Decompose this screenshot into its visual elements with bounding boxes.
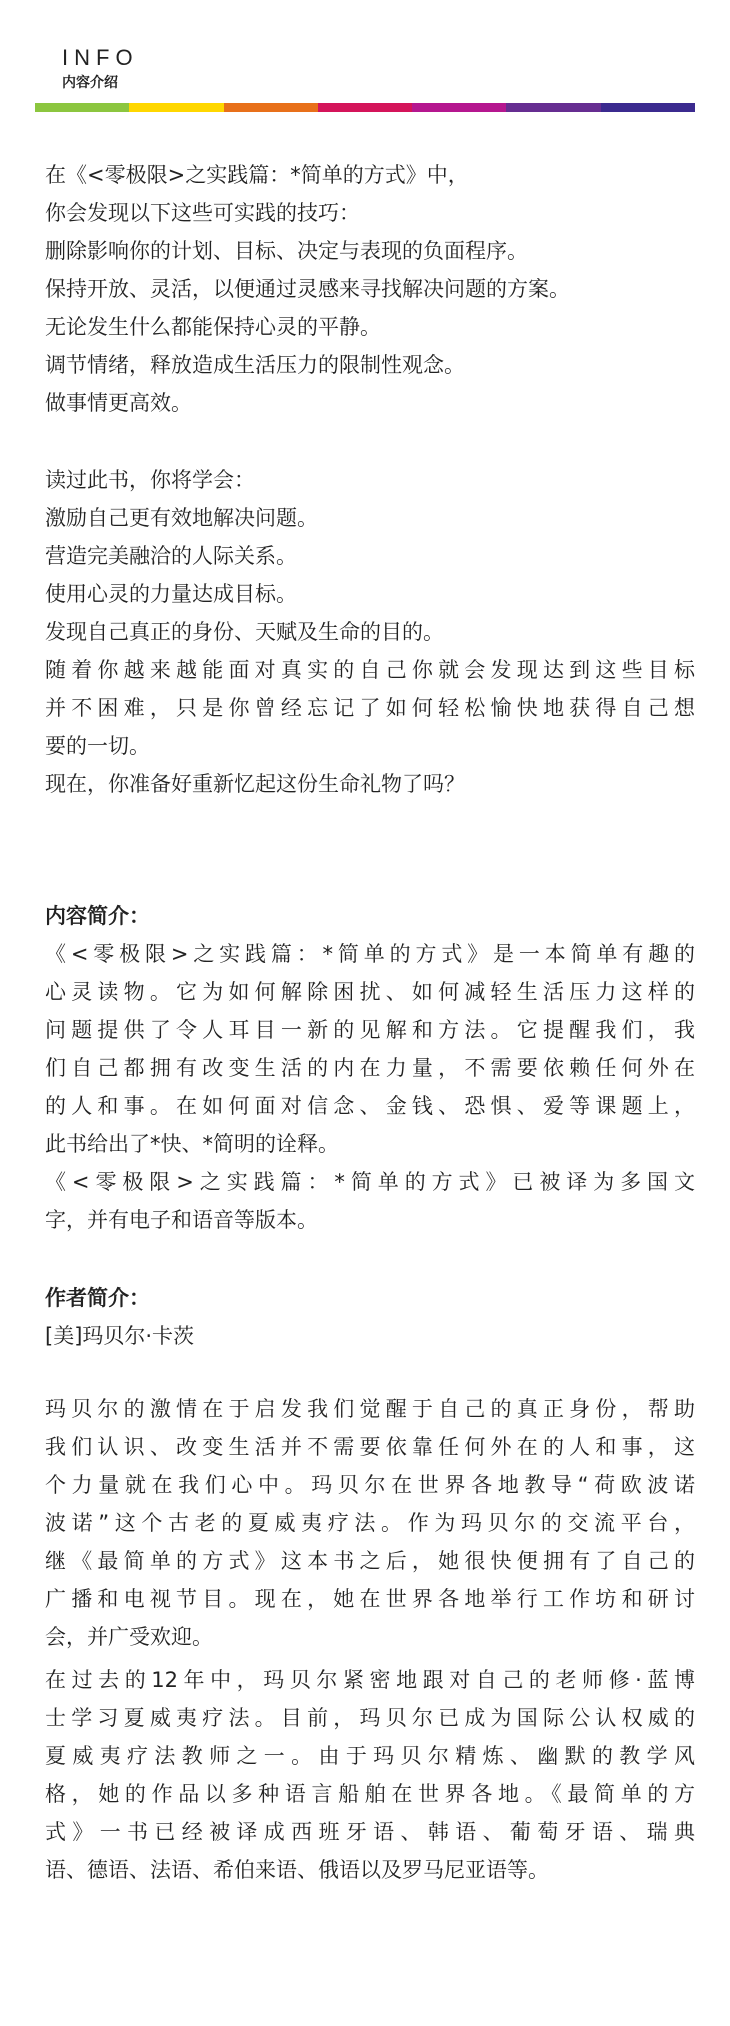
text-line: 《<零极限>之实践篇：*简单的方式》已被译为多国文 [45, 1170, 695, 1194]
bio-paragraph-2 [45, 1661, 695, 1889]
author-name: [美]玛贝尔·卡茨 [45, 1324, 195, 1348]
color-bar-segment [224, 103, 318, 112]
text-line: 保持开放、灵活，以便通过灵感来寻找解决问题的方案。 [45, 277, 570, 301]
color-bar [35, 103, 695, 112]
text-line: 广播和电视节目。现在，她在世界各地举行工作坊和研讨 [45, 1587, 695, 1611]
color-bar-segment [129, 103, 223, 112]
text-line: 要的一切。 [45, 734, 150, 758]
text-line: 现在，你准备好重新忆起这份生命礼物了吗？ [45, 772, 465, 796]
text-line: 无论发生什么都能保持心灵的平静。 [45, 315, 381, 339]
text-line: 字，并有电子和语音等版本。 [45, 1208, 318, 1232]
text-line: 此书给出了*快、*简明的诠释。 [45, 1132, 339, 1156]
text-line: 的人和事。在如何面对信念、金钱、恐惧、爱等课题上， [45, 1094, 695, 1118]
summary-section [45, 897, 695, 1239]
color-bar-segment [601, 103, 695, 112]
text-line: 会，并广受欢迎。 [45, 1625, 213, 1649]
text-line: 随着你越来越能面对真实的自己你就会发现达到这些目标 [45, 658, 695, 682]
text-line: 激励自己更有效地解决问题。 [45, 506, 318, 530]
text-line: 并不困难，只是你曾经忘记了如何轻松愉快地获得自己想 [45, 696, 695, 720]
text-line: 语、德语、法语、希伯来语、俄语以及罗马尼亚语等。 [45, 1858, 549, 1882]
header-title: INFO [62, 45, 139, 70]
text-line: 使用心灵的力量达成目标。 [45, 582, 297, 606]
text-line: 心灵读物。它为如何解除困扰、如何减轻生活压力这样的 [45, 980, 695, 1004]
text-line: 玛贝尔的激情在于启发我们觉醒于自己的真正身份，帮助 [45, 1397, 695, 1421]
text-line: 调节情绪，释放造成生活压力的限制性观念。 [45, 353, 465, 377]
summary-heading: 内容简介： [45, 904, 150, 928]
text-line: 格，她的作品以多种语言船舶在世界各地。《最简单的方 [45, 1782, 695, 1806]
text-line: 在《<零极限>之实践篇：*简单的方式》中， [45, 163, 469, 187]
header [62, 46, 139, 92]
text-line: 士学习夏威夷疗法。目前，玛贝尔已成为国际公认权威的 [45, 1706, 695, 1730]
header-subtitle: 内容介绍 [62, 75, 118, 91]
text-line: 你会发现以下这些可实践的技巧： [45, 201, 360, 225]
bio-paragraph-1 [45, 1390, 695, 1656]
text-line: 删除影响你的计划、目标、决定与表现的负面程序。 [45, 239, 528, 263]
text-line: 发现自己真正的身份、天赋及生命的目的。 [45, 620, 444, 644]
text-line: 个力量就在我们心中。玛贝尔在世界各地教导“荷欧波诺 [45, 1473, 695, 1497]
text-line: 读过此书，你将学会： [45, 468, 255, 492]
text-line: 继《最简单的方式》这本书之后，她很快便拥有了自己的 [45, 1549, 695, 1573]
text-line: 波诺”这个古老的夏威夷疗法。作为玛贝尔的交流平台， [45, 1511, 695, 1535]
author-heading: 作者简介： [45, 1286, 150, 1310]
text-line: 夏威夷疗法教师之一。由于玛贝尔精炼、幽默的教学风 [45, 1744, 695, 1768]
text-line: 问题提供了令人耳目一新的见解和方法。它提醒我们，我 [45, 1018, 695, 1042]
learn-section [45, 461, 695, 803]
color-bar-segment [412, 103, 506, 112]
author-section [45, 1279, 695, 1355]
text-line: 营造完美融洽的人际关系。 [45, 544, 297, 568]
text-line: 《<零极限>之实践篇：*简单的方式》是一本简单有趣的 [45, 942, 695, 966]
color-bar-segment [506, 103, 600, 112]
intro-section [45, 156, 695, 422]
text-line: 在过去的12年中，玛贝尔紧密地跟对自己的老师修·蓝博 [45, 1668, 695, 1692]
color-bar-segment [318, 103, 412, 112]
text-line: 做事情更高效。 [45, 391, 192, 415]
color-bar-segment [35, 103, 129, 112]
text-line: 们自己都拥有改变生活的内在力量，不需要依赖任何外在 [45, 1056, 695, 1080]
text-line: 式》一书已经被译成西班牙语、韩语、葡萄牙语、瑞典 [45, 1820, 695, 1844]
text-line: 我们认识、改变生活并不需要依靠任何外在的人和事，这 [45, 1435, 695, 1459]
